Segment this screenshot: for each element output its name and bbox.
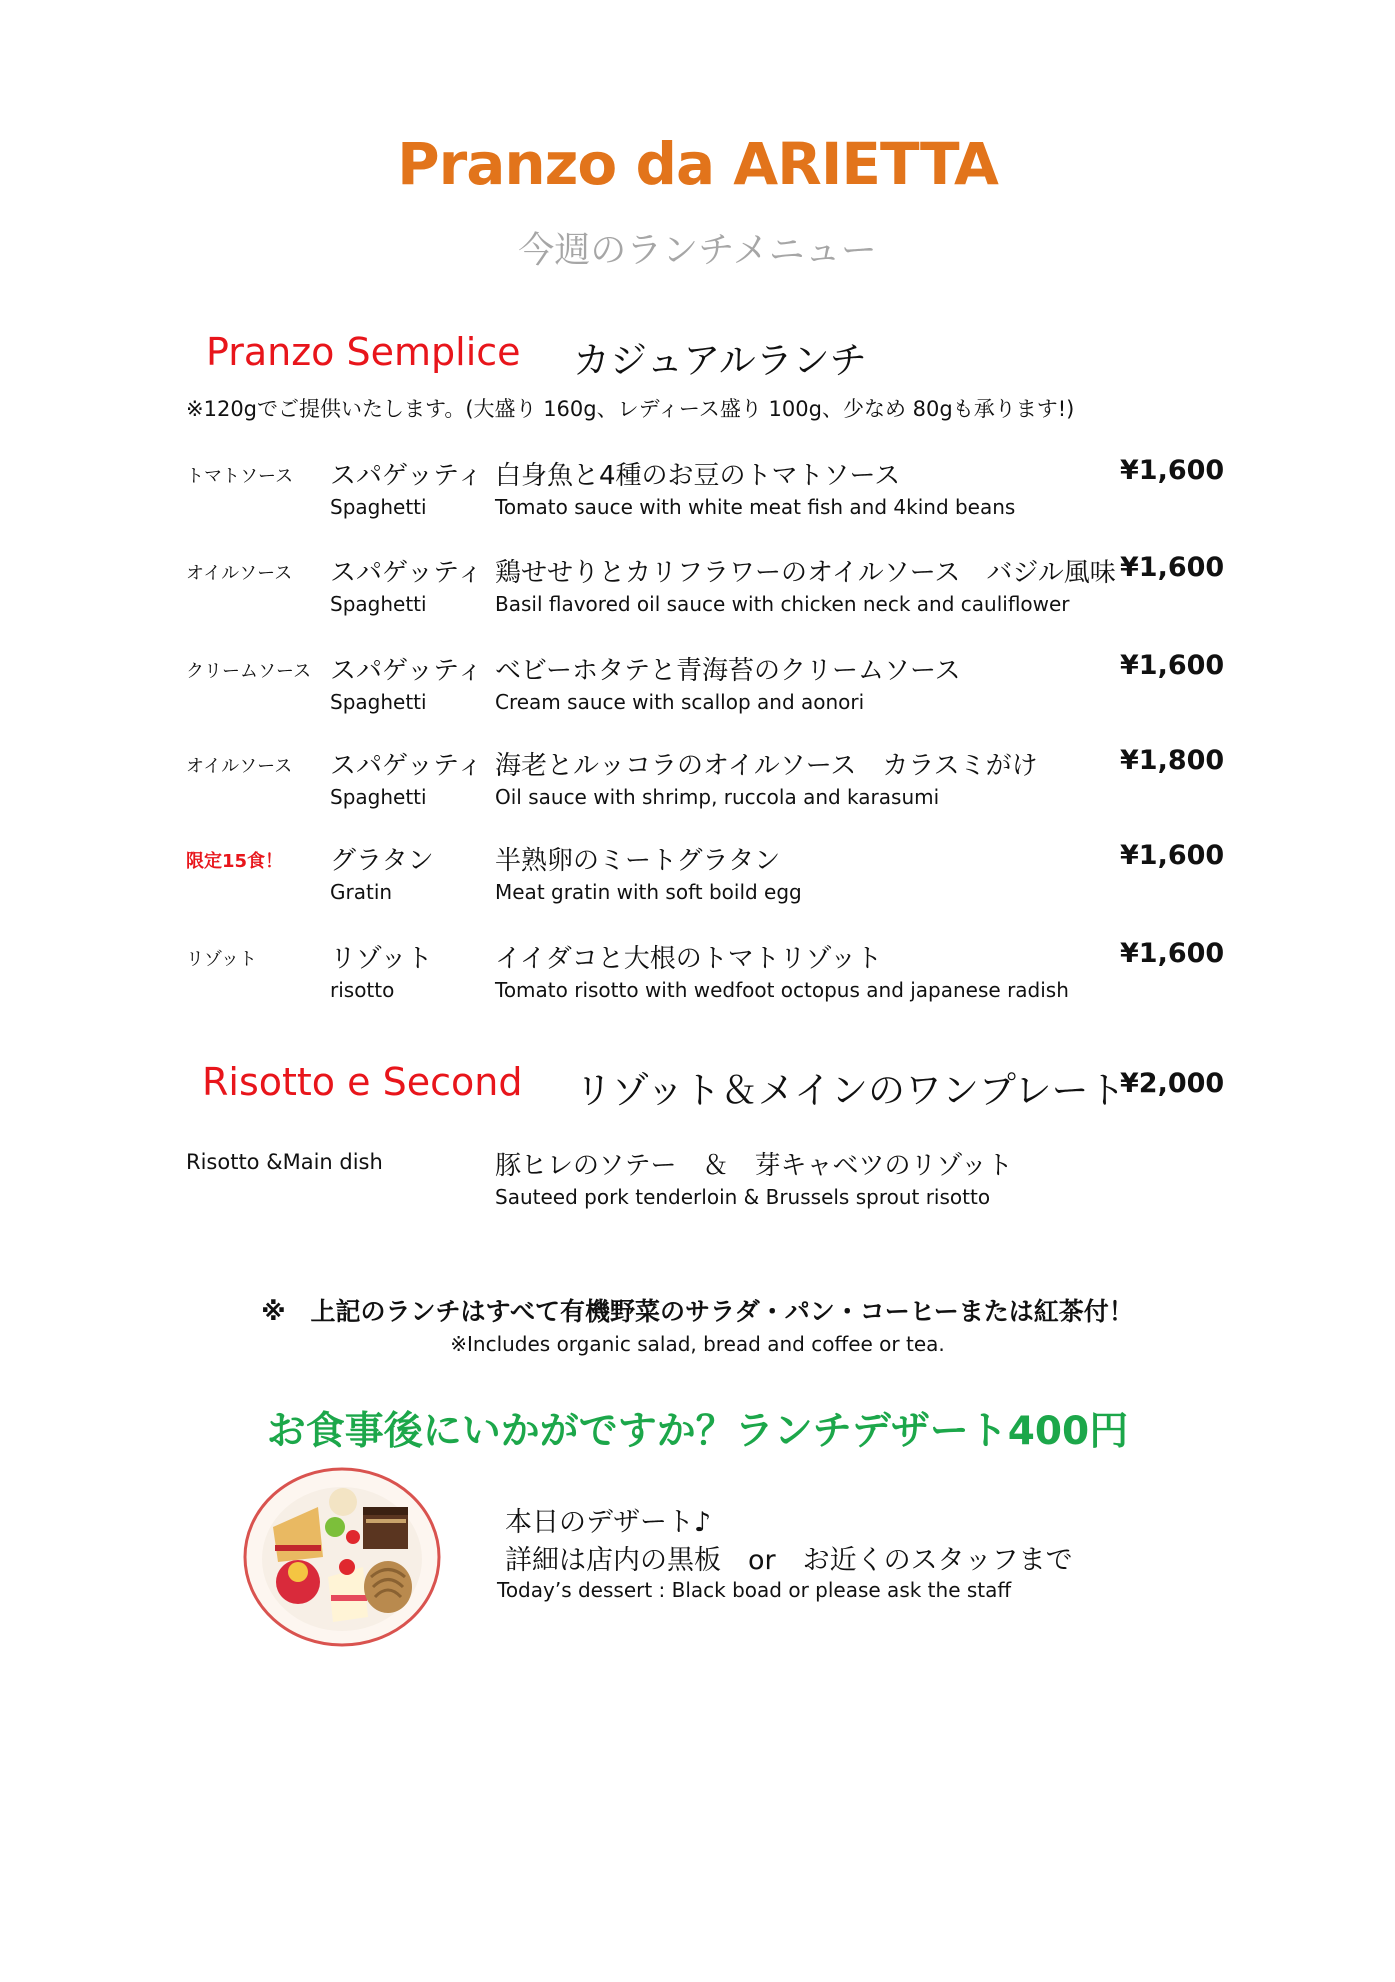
item-type-en: risotto bbox=[330, 978, 395, 1002]
menu-item bbox=[0, 552, 1395, 647]
menu-item bbox=[0, 840, 1395, 935]
item-name-en: Basil flavored oil sauce with chicken neck and cauliflower bbox=[495, 592, 1070, 616]
item-type-jp: リゾット bbox=[330, 944, 433, 974]
item-name-jp: 海老とルッコラのオイルソース カラスミがけ bbox=[495, 751, 1038, 781]
dessert-today: 本日のデザート♪ bbox=[505, 1507, 712, 1538]
item-price: ¥1,600 bbox=[1120, 650, 1225, 681]
item-name-en: Cream sauce with scallop and aonori bbox=[495, 690, 865, 714]
dessert-detail-en: Today’s dessert : Black boad or please ask the staff bbox=[497, 1578, 1012, 1602]
item-name-en: Oil sauce with shrimp, ruccola and karasumi bbox=[495, 785, 940, 809]
item-type-en: Spaghetti bbox=[330, 495, 427, 519]
item-price: ¥1,600 bbox=[1120, 840, 1225, 871]
item-name-jp: 白身魚と4種のお豆のトマトソース bbox=[495, 461, 901, 491]
section1-title-en: Pranzo Semplice bbox=[206, 330, 521, 374]
item-name-jp: 半熟卵のミートグラタン bbox=[495, 846, 781, 876]
item-type-jp: スパゲッティ bbox=[330, 656, 483, 686]
item-category: トマトソース bbox=[186, 466, 294, 487]
includes-note-jp: ※ 上記のランチはすべて有機野菜のサラダ・パン・コーヒーまたは紅茶付！ bbox=[261, 1297, 1134, 1326]
menu-item bbox=[0, 745, 1395, 840]
page-subtitle: 今週のランチメニュー bbox=[518, 230, 877, 271]
item-type-jp: グラタン bbox=[330, 846, 434, 876]
item-name-jp: 鶏せせりとカリフラワーのオイルソース バジル風味 bbox=[495, 558, 1116, 588]
item-price: ¥1,800 bbox=[1120, 745, 1225, 776]
item-category: オイルソース bbox=[186, 563, 293, 584]
item-price: ¥1,600 bbox=[1120, 455, 1225, 486]
section2-category: Risotto &Main dish bbox=[186, 1150, 383, 1174]
item-type-en: Spaghetti bbox=[330, 690, 427, 714]
section2-name-jp: 豚ヒレのソテー ＆ 芽キャベツのリゾット bbox=[495, 1151, 1013, 1181]
item-type-jp: スパゲッティ bbox=[330, 461, 483, 491]
item-type-jp: スパゲッティ bbox=[330, 751, 483, 781]
section1-title-jp: カジュアルランチ bbox=[573, 339, 867, 382]
item-type-en: Spaghetti bbox=[330, 785, 427, 809]
section2-name-en: Sauteed pork tenderloin & Brussels sprout risotto bbox=[495, 1185, 991, 1209]
item-name-en: Meat gratin with soft boild egg bbox=[495, 880, 802, 904]
item-type-en: Gratin bbox=[330, 880, 393, 904]
item-name-en: Tomato sauce with white meat fish and 4kind beans bbox=[495, 495, 1016, 519]
item-name-en: Tomato risotto with wedfoot octopus and japanese radish bbox=[495, 978, 1069, 1002]
item-category: クリームソース bbox=[186, 661, 312, 682]
section2-title-jp: リゾット＆メインのワンプレート bbox=[575, 1069, 1126, 1112]
section2-title-en: Risotto e Second bbox=[202, 1060, 523, 1104]
dessert-detail: 詳細は店内の黒板 or お近くのスタッフまで bbox=[505, 1545, 1073, 1576]
dessert-plate-image bbox=[243, 1467, 441, 1647]
item-name-jp: ベビーホタテと青海苔のクリームソース bbox=[495, 656, 961, 686]
item-price: ¥1,600 bbox=[1120, 938, 1225, 969]
includes-note-en: ※Includes organic salad, bread and coffee or tea. bbox=[450, 1332, 945, 1356]
item-category: オイルソース bbox=[186, 756, 293, 777]
portion-note: ※120gでご提供いたします。(大盛り 160g、レディース盛り 100g、少なめ 80gも承ります!) bbox=[186, 397, 1075, 421]
menu-item bbox=[0, 650, 1395, 745]
section2-price: ¥2,000 bbox=[1120, 1068, 1225, 1099]
dessert-promo: お食事後にいかがですか？ランチデザート400円 bbox=[266, 1409, 1129, 1454]
item-name-jp: イイダコと大根のトマトリゾット bbox=[495, 944, 883, 974]
item-type-jp: スパゲッティ bbox=[330, 558, 483, 588]
menu-item bbox=[0, 455, 1395, 550]
item-category-limited: 限定15食！ bbox=[186, 851, 284, 872]
page-title: Pranzo da ARIETTA bbox=[397, 130, 998, 198]
item-price: ¥1,600 bbox=[1120, 552, 1225, 583]
item-type-en: Spaghetti bbox=[330, 592, 427, 616]
item-category: リゾット bbox=[186, 949, 257, 970]
menu-item bbox=[0, 938, 1395, 1033]
